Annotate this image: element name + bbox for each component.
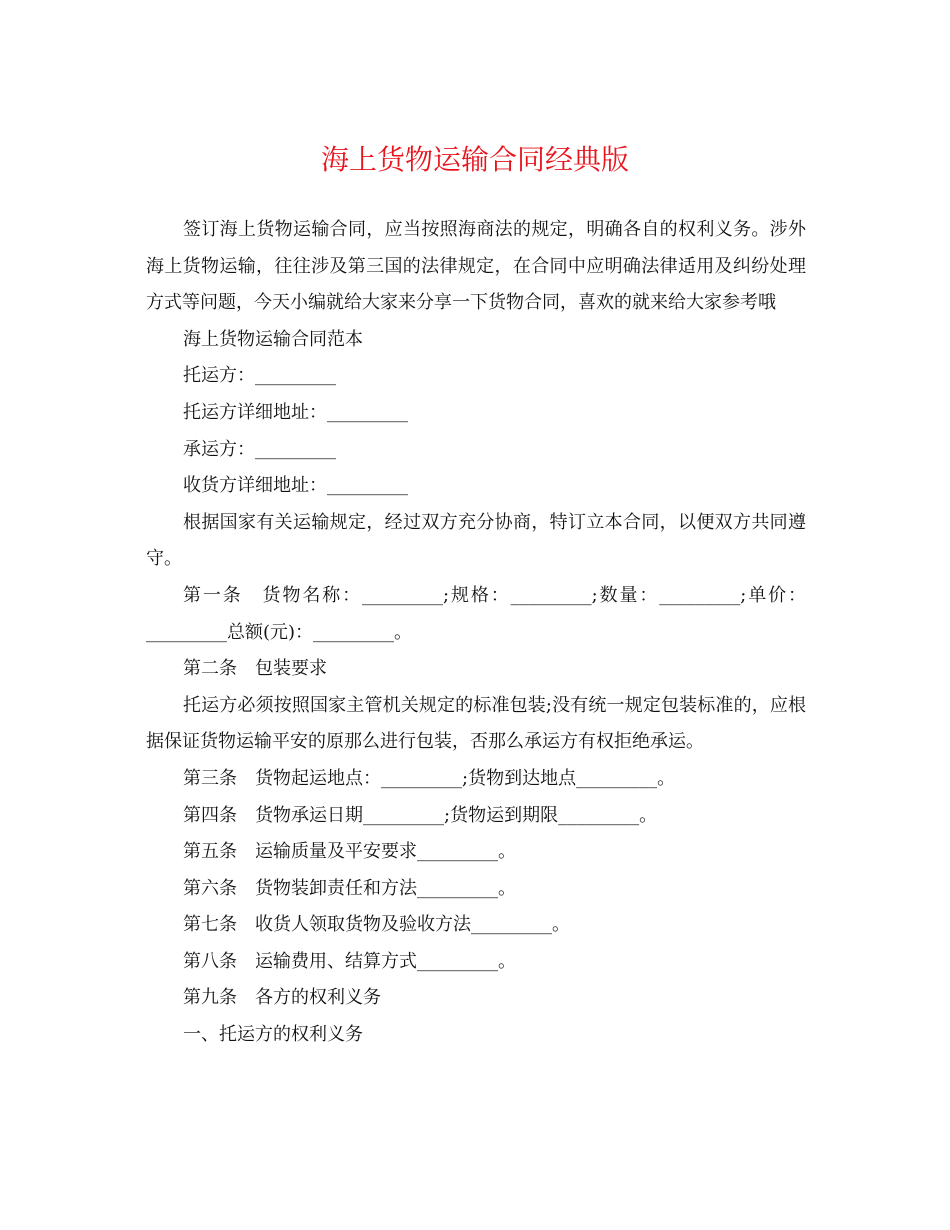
article-7: 第七条 收货人领取货物及验收方法_________。 <box>183 914 570 936</box>
article-4: 第四条 货物承运日期_________;货物运到期限_________。 <box>183 804 658 826</box>
intro-paragraph: 签订海上货物运输合同，应当按照海商法的规定，明确各自的权利义务。涉外海上货物运输，往往涉及第三国的法律规定，在合同中应明确法律适用及纠纷处理方式等问题，今天小编就给大家来分享一下货物合同，喜欢的就来给大家参考哦 <box>146 219 806 314</box>
article-3: 第三条 货物起运地点：_________;货物到达地点_________。 <box>183 767 676 789</box>
article-1: 第一条 货物名称：_________;规格：_________;数量：_________;单价：_________总额(元)：_________。 <box>146 584 806 643</box>
shipper-rights-heading: 一、托运方的权利义务 <box>183 1024 363 1046</box>
carrier-field: 承运方：_________ <box>183 438 336 460</box>
shipper-address-field: 托运方详细地址：_________ <box>183 401 408 423</box>
article-2-heading: 第二条 包装要求 <box>183 658 327 680</box>
consignee-address-field: 收货方详细地址：_________ <box>183 475 408 497</box>
article-9-heading: 第九条 各方的权利义务 <box>183 987 381 1009</box>
shipper-field: 托运方：_________ <box>183 365 336 387</box>
document-title: 海上货物运输合同经典版 <box>320 143 629 176</box>
article-2-body: 托运方必须按照国家主管机关规定的标准包装;没有统一规定包装标准的，应根据保证货物运输平安的原那么进行包装，否那么承运方有权拒绝承运。 <box>146 694 806 753</box>
contract-template-heading: 海上货物运输合同范本 <box>183 328 363 350</box>
article-6: 第六条 货物装卸责任和方法_________。 <box>183 877 516 899</box>
article-8: 第八条 运输费用、结算方式_________。 <box>183 950 516 972</box>
document-body <box>146 212 806 1054</box>
preamble-paragraph: 根据国家有关运输规定，经过双方充分协商，特订立本合同，以便双方共同遵守。 <box>146 511 806 570</box>
article-5: 第五条 运输质量及平安要求_________。 <box>183 841 516 863</box>
